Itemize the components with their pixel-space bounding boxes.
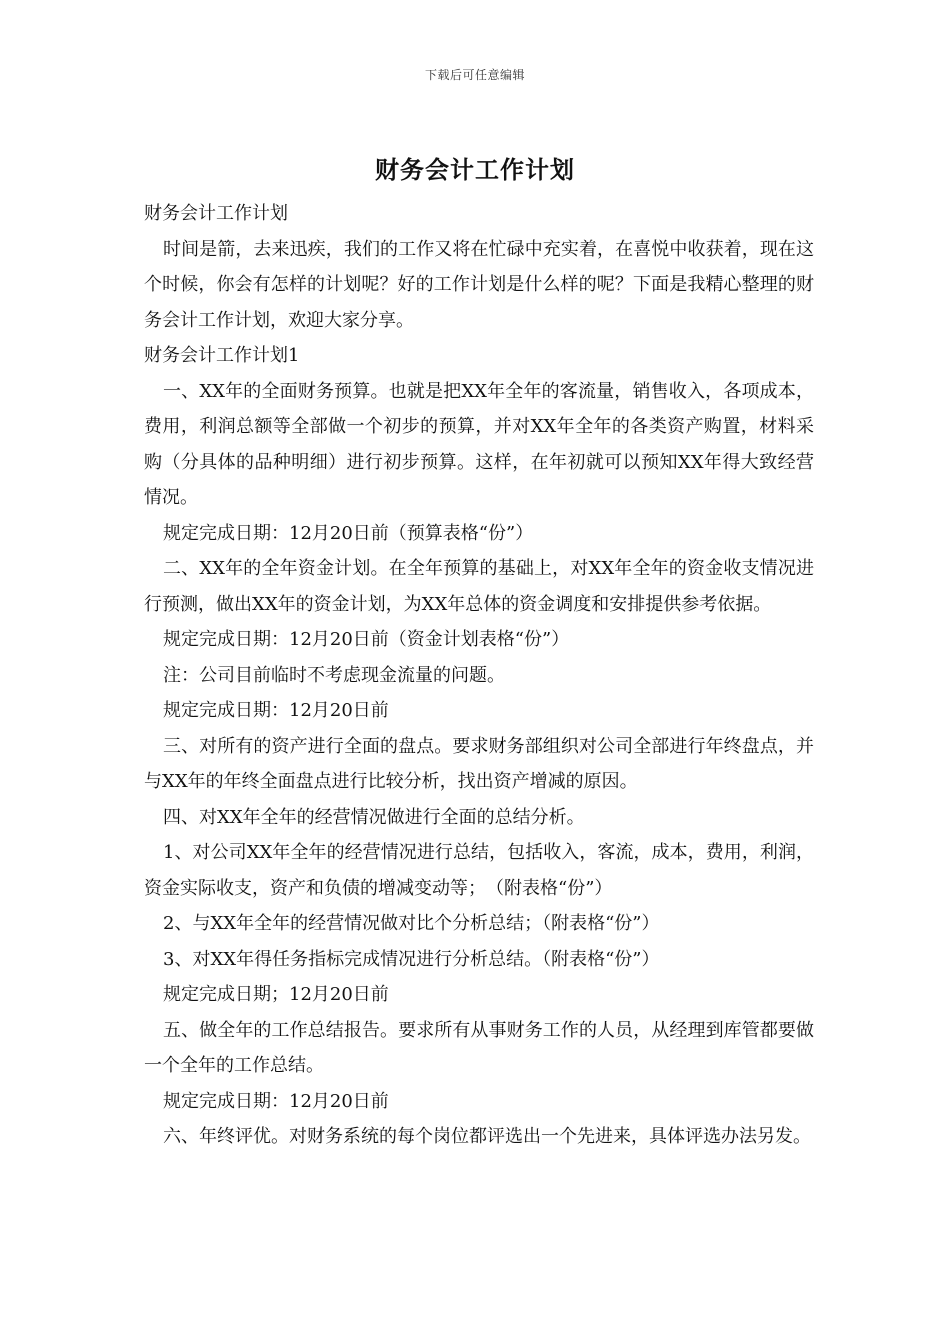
paragraph: 三、对所有的资产进行全面的盘点。要求财务部组织对公司全部进行年终盘点，并与XX年的年终全面盘点进行比较分析，找出资产增减的原因。 [144, 735, 814, 792]
paragraph: 二、XX年的全年资金计划。在全年预算的基础上，对XX年全年的资金收支情况进行预测，做出XX年的资金计划，为XX年总体的资金调度和安排提供参考依据。 [144, 558, 814, 615]
paragraph: 1、对公司XX年全年的经营情况进行总结，包括收入，客流，成本，费用，利润，资金实际收支，资产和负债的增减变动等； （附表格“份”） [144, 842, 814, 899]
paragraph: 规定完成日期：12月20日前（资金计划表格“份”） [163, 629, 570, 650]
paragraph: 一、XX年的全面财务预算。也就是把XX年全年的客流量，销售收入，各项成本，费用，利润总额等全部做一个初步的预算，并对XX年全年的各类资产购置，材料采购（分具体的品种明细）进行初步预算。这样，在年初就可以预知XX年得大致经营情况。 [144, 380, 814, 508]
paragraph: 规定完成日期：12月20日前 [163, 700, 389, 721]
paragraph: 注：公司目前临时不考虑现金流量的问题。 [163, 664, 505, 686]
paragraph: 六、年终评优。对财务系统的每个岗位都评选出一个先进来，具体评选办法另发。 [163, 1126, 811, 1147]
paragraph: 时间是箭，去来迅疾，我们的工作又将在忙碌中充实着，在喜悦中收获着，现在这个时候，你会有怎样的计划呢？好的工作计划是什么样的呢？下面是我精心整理的财务会计工作计划，欢迎大家分享。 [144, 238, 814, 331]
paragraph: 财务会计工作计划 [144, 203, 288, 224]
document-body [144, 196, 814, 1155]
paragraph: 2、与XX年全年的经营情况做对比个分析总结；（附表格“份”） [163, 913, 660, 934]
paragraph: 四、对XX年全年的经营情况做进行全面的总结分析。 [163, 806, 585, 828]
paragraph: 规定完成日期：12月20日前（预算表格“份”） [163, 522, 534, 544]
paragraph: 规定完成日期：12月20日前 [163, 1090, 389, 1112]
paragraph: 规定完成日期；12月20日前 [163, 984, 389, 1005]
paragraph: 五、做全年的工作总结报告。要求所有从事财务工作的人员，从经理到库管都要做一个全年的工作总结。 [144, 1019, 814, 1076]
paragraph: 3、对XX年得任务指标完成情况进行分析总结。（附表格“份”） [163, 948, 660, 970]
document-title: 财务会计工作计划 [375, 155, 575, 184]
paragraph: 财务会计工作计划1 [144, 345, 300, 366]
header-note: 下载后可任意编辑 [424, 68, 525, 82]
